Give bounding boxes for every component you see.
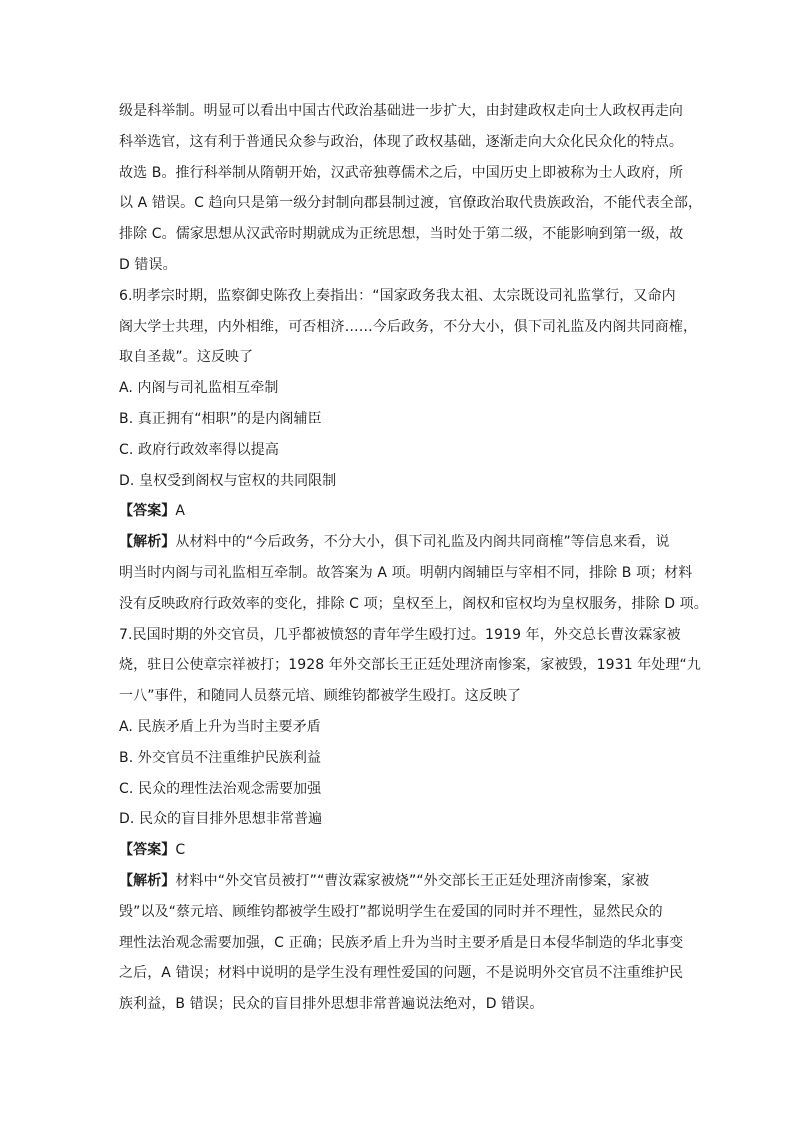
question-stem-line: 7.民国时期的外交官员，几乎都被愤怒的青年学生殴打过。1919 年，外交总长曹汝霖家被 bbox=[119, 626, 681, 643]
option-b: B. 真正拥有“相职”的是内阁辅臣 bbox=[119, 410, 322, 427]
analysis-text: 材料中“外交官员被打”“曹汝霖家被烧”“外交部长王正廷处理济南惨案，家被 bbox=[175, 872, 650, 889]
option-c: C. 民众的理性法治观念需要加强 bbox=[119, 780, 322, 797]
text-line: 故选 B。推行科举制从隋朝开始，汉武帝独尊儒术之后，中国历史上即被称为士人政府，所 bbox=[119, 164, 684, 181]
question-stem-line: 阁大学士共理，内外相维，可否相济……今后政务，不分大小，俱下司礼监及内阁共同商榷， bbox=[119, 318, 698, 335]
option-a: A. 内阁与司礼监相互牵制 bbox=[119, 380, 279, 397]
text-line: 科举选官，这有利于普通民众参与政治，体现了政权基础，逐渐走向大众化民众化的特点。 bbox=[119, 133, 683, 150]
analysis-line: 没有反映政府行政效率的变化，排除 C 项；皇权至上，阁权和宦权均为皇权服务，排除 D 项。 bbox=[119, 595, 708, 612]
question-stem-line: 烧，驻日公使章宗祥被打；1928 年外交部长王正廷处理济南惨案，家被毁，1931 年处理“九 bbox=[119, 657, 702, 674]
option-c: C. 政府行政效率得以提高 bbox=[119, 441, 279, 458]
answer-value: C bbox=[175, 842, 186, 859]
text-line: D 错误。 bbox=[119, 256, 177, 273]
option-d: D. 民众的盲目排外思想非常普遍 bbox=[119, 811, 323, 828]
answer-line bbox=[119, 496, 679, 527]
question-7 bbox=[119, 620, 702, 1020]
analysis-tag: 【解析】 bbox=[119, 534, 176, 551]
analysis-line bbox=[119, 527, 679, 558]
option-a: A. 民族矛盾上升为当时主要矛盾 bbox=[119, 718, 321, 735]
analysis-line: 毁”以及“蔡元培、顾维钧都被学生殴打”都说明学生在爱国的同时并不理性，显然民众的 bbox=[119, 903, 663, 920]
option-b: B. 外交官员不注重维护民族利益 bbox=[119, 749, 322, 766]
analysis-line: 之后，A 错误；材料中说明的是学生没有理性爱国的问题，不是说明外交官员不注重维护民 bbox=[119, 965, 684, 982]
analysis-tag: 【解析】 bbox=[119, 872, 176, 889]
answer-tag: 【答案】 bbox=[119, 503, 176, 520]
analysis-line: 族利益，B 错误；民众的盲目排外思想非常普遍说法绝对，D 错误。 bbox=[119, 996, 544, 1013]
question-stem-line: 6.明孝宗时期，监察御史陈孜上奏指出：“国家政务我太祖、太宗既设司礼监掌行，又命内 bbox=[119, 287, 676, 304]
analysis-text: 从材料中的“今后政务，不分大小，俱下司礼监及内阁共同商榷”等信息来看，说 bbox=[175, 534, 670, 551]
answer-value: A bbox=[175, 503, 186, 520]
analysis-line: 明当时内阁与司礼监相互牵制。故答案为 A 项。明朝内阁辅臣与宰相不同，排除 B 项；材料 bbox=[119, 564, 693, 581]
text-line: 级是科举制。明显可以看出中国古代政治基础进一步扩大，由封建政权走向士人政权再走向 bbox=[119, 103, 683, 119]
analysis-line: 理性法治观念需要加强，C 正确；民族矛盾上升为当时主要矛盾是日本侵华制造的华北事变 bbox=[119, 934, 684, 951]
question-stem-line: 取自圣裁”。这反映了 bbox=[119, 349, 254, 366]
analysis-line bbox=[119, 866, 679, 897]
continued-analysis bbox=[119, 96, 703, 281]
answer-tag: 【答案】 bbox=[119, 842, 176, 859]
question-6 bbox=[119, 281, 708, 620]
document-page bbox=[119, 96, 708, 1020]
text-line: 以 A 错误。C 趋向只是第一级分封制向郡县制过渡，官僚政治取代贵族政治，不能代表全部， bbox=[119, 195, 703, 212]
text-line: 排除 C。儒家思想从汉武帝时期就成为正统思想，当时处于第二级，不能影响到第一级，故 bbox=[119, 226, 684, 243]
answer-line bbox=[119, 835, 679, 866]
option-d: D. 皇权受到阁权与宦权的共同限制 bbox=[119, 472, 337, 489]
question-stem-line: 一八”事件，和随同人员蔡元培、顾维钧都被学生殴打。这反映了 bbox=[119, 688, 522, 705]
